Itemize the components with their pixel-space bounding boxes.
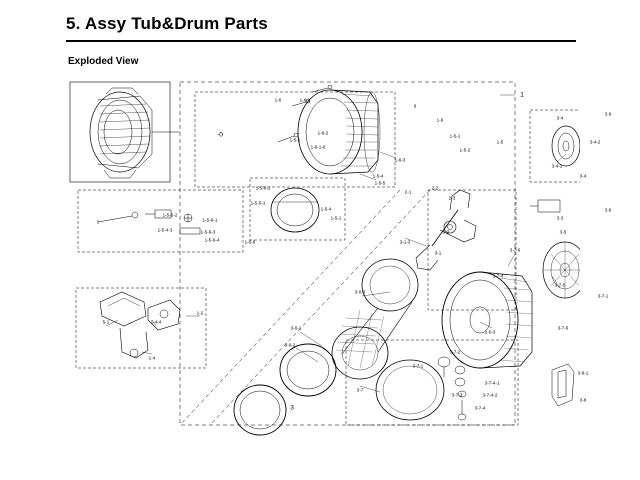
callout-label: 1-5-6-2 — [162, 212, 178, 218]
callout-label: 3-3 — [556, 215, 564, 221]
callout-label: 3-4 — [556, 115, 564, 121]
callout-label: 3-4 — [579, 173, 587, 179]
callout-label: 1-6-2 — [317, 130, 329, 136]
callout-label: 1-6 — [274, 97, 282, 103]
callout-label: 1-5-6-1 — [202, 217, 218, 223]
callout-label: 3-1 — [434, 250, 442, 256]
callout-label: 1-6-3 — [394, 157, 406, 163]
callout-label: 1 — [520, 91, 524, 99]
callout-label: 3-5 — [559, 229, 567, 235]
exploded-view-diagram — [60, 70, 612, 440]
callout-label: 3-7-6 — [509, 247, 521, 253]
callout-label: 3-7-3 — [451, 392, 463, 398]
callout-label: 3-7-4-1 — [484, 380, 500, 386]
callout-label: 3-4-2 — [589, 139, 601, 145]
title-divider — [66, 40, 576, 42]
callout-label: 5-1 — [102, 319, 110, 325]
callout-label: 2-0-3 — [484, 329, 496, 335]
callout-label: 1-5-4 — [320, 206, 332, 212]
callout-label: 3-7-4 — [492, 273, 504, 279]
callout-label: 1-5-6-4 — [204, 237, 220, 243]
callout-label: 3-0-1 — [290, 325, 302, 331]
callout-label: 3-7-6 — [557, 325, 569, 331]
callout-label: 1-5-6-2 — [255, 185, 271, 191]
callout-label: 3-6 — [604, 207, 612, 213]
callout-label: 3-2 — [442, 229, 450, 235]
callout-label: 1-5-6-3 — [200, 229, 216, 235]
callout-label: 1-5-5 — [374, 180, 386, 186]
callout-label: 1-5-6 — [244, 239, 256, 245]
callout-label: 3-7-4 — [474, 405, 486, 411]
callout-label: 2-3 — [448, 195, 456, 201]
callout-label: 3-0-2 — [284, 342, 296, 348]
callout-label: 3-7 — [356, 387, 364, 393]
section-label: Exploded View — [68, 56, 139, 67]
callout-label: 2-1 — [404, 189, 412, 195]
callout-label: 1-5-4-3 — [157, 227, 173, 233]
callout-label: 1-5-1 — [289, 137, 301, 143]
callout-label: 3-7-2 — [449, 349, 461, 355]
callout-label: 3-7-1 — [597, 293, 609, 299]
callout-label: 1-6 — [436, 117, 444, 123]
callout-label: 3-0-3 — [354, 289, 366, 295]
callout-label: 3-8-1 — [577, 370, 589, 376]
callout-label: 2-2 — [431, 185, 439, 191]
callout-label: 1-5-5-1 — [250, 200, 266, 206]
callout-label: -0 — [217, 131, 223, 139]
callout-label: 1-6-1 — [299, 97, 311, 103]
callout-label: 1-4 — [148, 355, 156, 361]
callout-label: 1-5 — [496, 139, 504, 145]
callout-label: 3-4-1 — [551, 163, 563, 169]
callout-label: 1-5-1 — [449, 133, 461, 139]
callout-label: 1-5-2 — [459, 147, 471, 153]
callout-label: 1-6-1-6 — [310, 144, 326, 150]
callout-label: 3-8 — [579, 397, 587, 403]
callout-label: 3-9 — [604, 111, 612, 117]
callout-label: 3-7-4-2 — [482, 392, 498, 398]
callout-label: 3-1-3 — [399, 239, 411, 245]
callout-label: 1-5-1 — [330, 215, 342, 221]
callout-label: 1-4-4 — [150, 319, 162, 325]
callout-label: 3-7-5 — [554, 282, 566, 288]
page-title: 5. Assy Tub&Drum Parts — [66, 14, 268, 33]
callout-label: 3 — [290, 404, 294, 412]
callout-layer — [60, 70, 612, 440]
callout-label: 1-2 — [196, 310, 204, 316]
callout-label: 1-5-4 — [372, 173, 384, 179]
callout-label: 3-7-1 — [412, 363, 424, 369]
callout-label: 6 — [413, 103, 417, 109]
